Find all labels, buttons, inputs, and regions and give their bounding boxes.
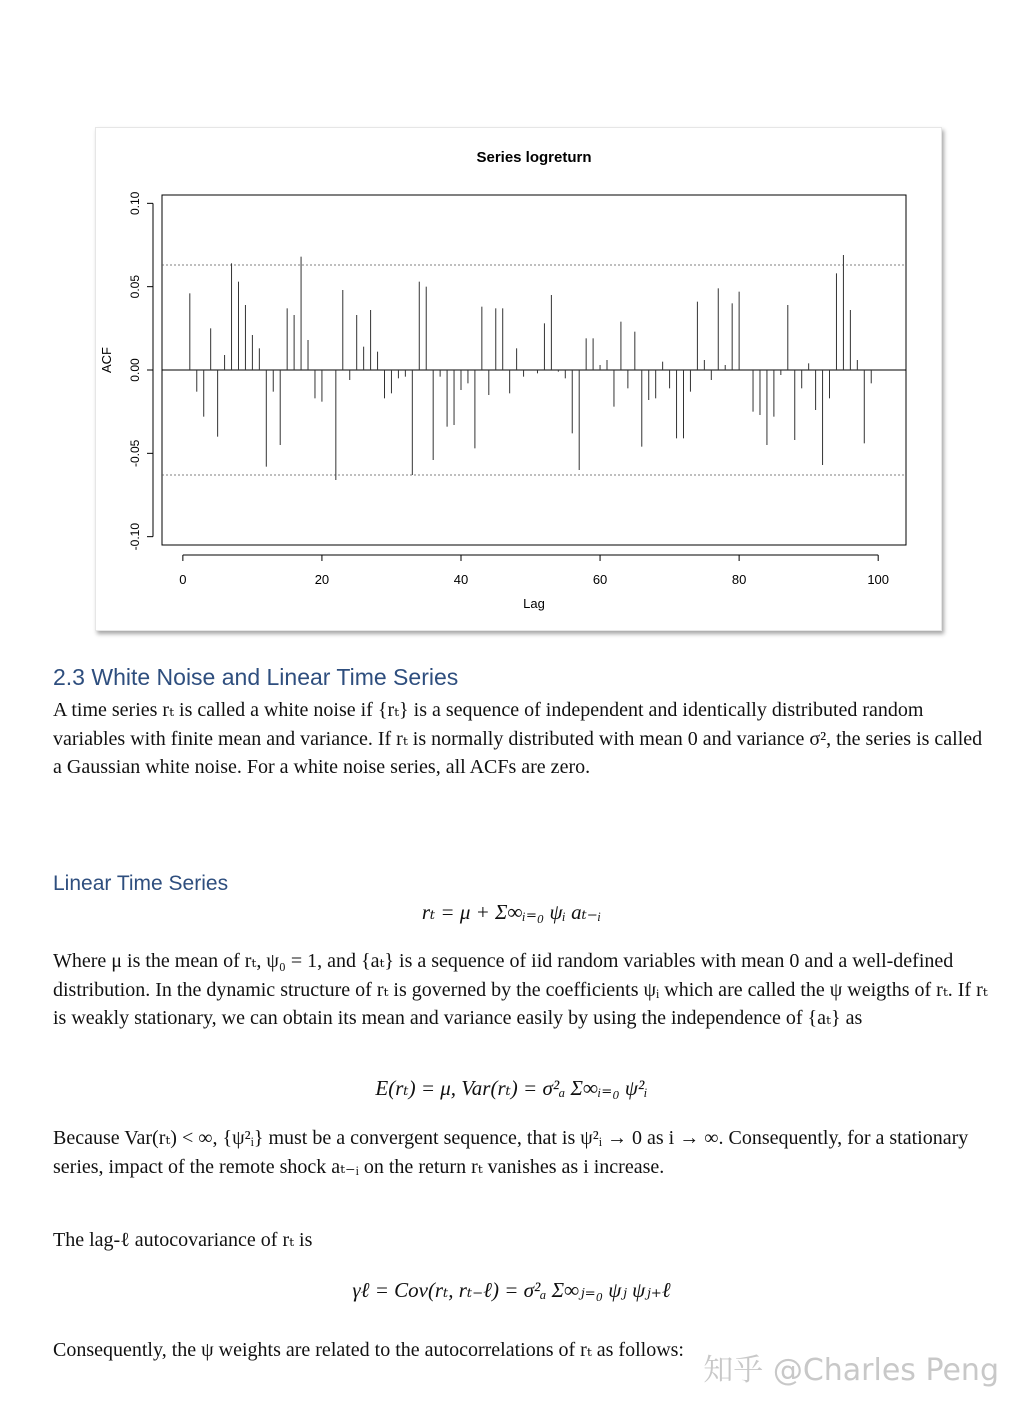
paragraph-psi-weights: Consequently, the ψ weights are related to the autocorrelations of rₜ as follows:	[53, 1339, 684, 1361]
watermark: 知乎 @Charles Peng	[703, 1353, 999, 1388]
x-tick-label: 60	[592, 572, 608, 587]
subsection-heading: Linear Time Series	[53, 872, 229, 895]
paragraph-white-noise: A time series rₜ is called a white noise if {rₜ} is a sequence of independent and identically distributed random variables with finite mean and variance. If rₜ is normally distributed with mean 0 and variance σ², the series is called a Gaussian white noise. For a white noise series, all ACFs are zero.	[53, 699, 983, 779]
x-tick-label: 20	[314, 572, 330, 587]
y-tick-label: -0.10	[128, 522, 142, 551]
paragraph-definition: Where μ is the mean of rₜ, ψ₀ = 1, and {aₜ} is a sequence of iid random variables with mean 0 and a well-defined distribution. In the dynamic structure of rₜ is governed by the coefficients ψᵢ which are called the ψ weigths of rₜ. If rₜ is weakly stationary, we can obtain its mean and variance easily by using the independence of {aₜ} as	[53, 950, 988, 1030]
paragraph-autocovariance-intro: The lag-ℓ autocovariance of rₜ is	[53, 1229, 313, 1251]
acf-chart	[96, 128, 941, 630]
acf-figure	[95, 127, 942, 631]
y-tick-label: 0.05	[128, 274, 142, 299]
paragraph-convergence: Because Var(rₜ) < ∞, {ψ²ᵢ} must be a convergent sequence, that is ψ²ᵢ → 0 as i → ∞. Consequently, for a stationary series, impact of the remote shock aₜ₋ᵢ on the return rₜ vanishes as i increase.	[53, 1127, 969, 1178]
x-tick-label: 80	[731, 572, 747, 587]
chart-title: Series logreturn	[476, 149, 592, 166]
equation-autocovariance: γℓ = Cov(rₜ, rₜ₋ℓ) = σ²ₐ Σ∞ⱼ₌₀ ψⱼ ψⱼ₊ℓ	[352, 1278, 671, 1302]
equation-linear-model: rₜ = μ + Σ∞ᵢ₌₀ ψᵢ aₜ₋ᵢ	[421, 900, 602, 924]
y-axis-label: ACF	[99, 347, 114, 373]
equation-mean-variance: E(rₜ) = μ, Var(rₜ) = σ²ₐ Σ∞ᵢ₌₀ ψ²ᵢ	[375, 1076, 648, 1100]
y-tick-label: -0.05	[128, 439, 142, 468]
x-tick-label: 40	[453, 572, 469, 587]
x-tick-label: 0	[179, 572, 187, 587]
x-axis-label: Lag	[523, 596, 545, 611]
x-tick-label: 100	[867, 572, 890, 587]
section-heading: 2.3 White Noise and Linear Time Series	[53, 664, 459, 690]
y-tick-label: 0.10	[128, 191, 142, 216]
y-tick-label: 0.00	[128, 358, 142, 382]
